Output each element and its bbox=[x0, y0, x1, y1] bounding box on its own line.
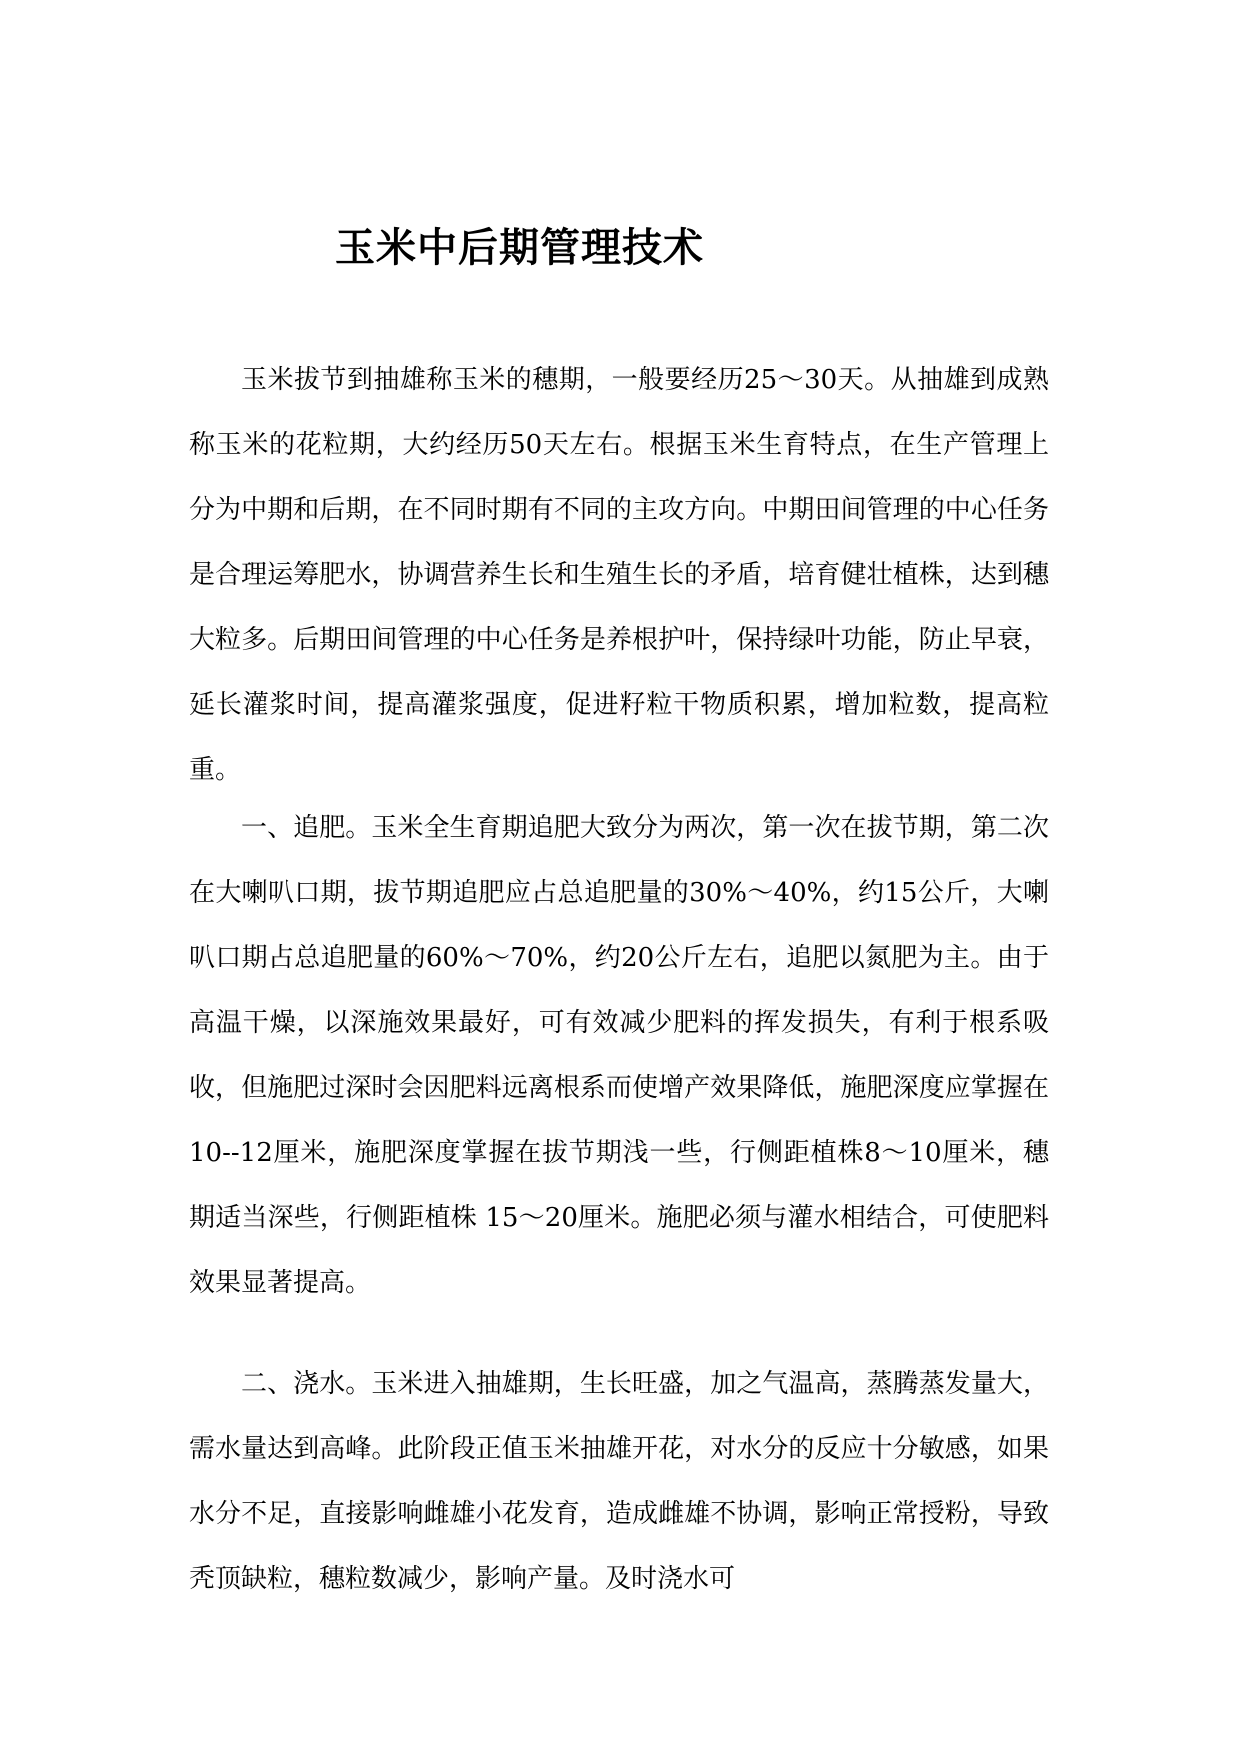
paragraph-intro: 玉米拔节到抽雄称玉米的穗期，一般要经历25～30天。从抽雄到成熟称玉米的花粒期，大约经历50天左右。根据玉米生育特点，在生产管理上分为中期和后期，在不同时期有不同的主攻方向。中期田间管理的中心任务是合理运筹肥水，协调营养生长和生殖生长的矛盾，培育健壮植株，达到穗大粒多。后期田间管理的中心任务是养根护叶，保持绿叶功能，防止早衰，延长灌浆时间，提高灌浆强度，促进籽粒干物质积累，增加粒数，提高粒重。 bbox=[189, 365, 1049, 785]
paragraph-watering: 二、浇水。玉米进入抽雄期，生长旺盛，加之气温高，蒸腾蒸发量大，需水量达到高峰。此阶段正值玉米抽雄开花，对水分的反应十分敏感，如果水分不足，直接影响雌雄小花发育，造成雌雄不协调，影响正常授粉，导致秃顶缺粒，穗粒数减少，影响产量。及时浇水可 bbox=[189, 1369, 1049, 1594]
document-title: 玉米中后期管理技术 bbox=[335, 224, 704, 271]
paragraph-fertilizing: 一、追肥。玉米全生育期追肥大致分为两次，第一次在拔节期，第二次在大喇叭口期，拔节期追肥应占总追肥量的30%～40%，约15公斤，大喇叭口期占总追肥量的60%～70%，约20公斤左右，追肥以氮肥为主。由于高温干燥，以深施效果最好，可有效减少肥料的挥发损失，有利于根系吸收，但施肥过深时会因肥料远离根系而使增产效果降低，施肥深度应掌握在10--12厘米，施肥深度掌握在拔节期浅一些，行侧距植株8～10厘米，穗期适当深些，行侧距植株 15～20厘米。施肥必须与灌水相结合，可使肥料效果显著提高。 bbox=[189, 813, 1049, 1298]
